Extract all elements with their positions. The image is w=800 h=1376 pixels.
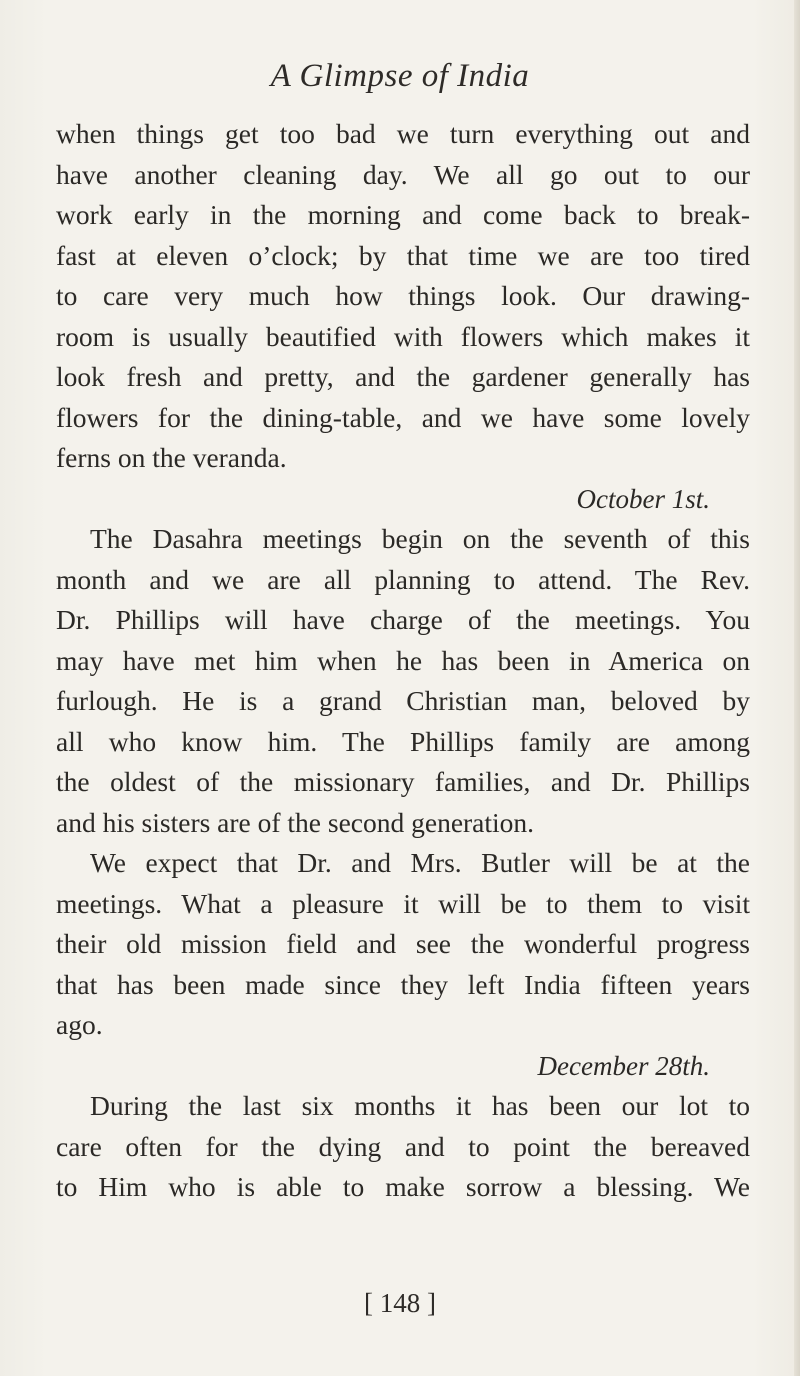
text-line: The Dasahra meetings begin on the seventh of this [90,523,750,554]
text-line: flowers for the dining-table, and we have some lovely [56,401,750,433]
text-line: have another cleaning day. We all go out to our [56,158,750,190]
paragraph [56,843,750,1046]
text-line: care often for the dying and to point the bereaved [56,1130,750,1162]
text-line: work early in the morning and come back to break- [56,199,750,230]
text-line: During the last six months it has been our lot to [90,1090,750,1121]
text-line: and his sisters are of the second generation. [56,806,535,838]
text-line: when things get too bad we turn everything out and [56,118,750,149]
dateline: December 28th. [537,1050,710,1081]
text-line: fast at eleven o’clock; by that time we are too tired [56,239,750,271]
dateline: October 1st. [576,483,710,514]
text-line: furlough. He is a grand Christian man, beloved by [56,685,750,716]
body-text [56,114,750,1208]
text-line: to care very much how things look. Our drawing- [56,280,750,311]
text-line: We expect that Dr. and Mrs. Butler will be at the [90,847,750,878]
paragraph [56,114,750,479]
text-line: may have met him when he has been in America on [56,644,750,676]
paragraph [56,1086,750,1208]
text-line: look fresh and pretty, and the gardener generally has [56,361,750,392]
paragraph [56,519,750,843]
page-number: [ 148 ] [364,1288,436,1318]
running-head: A Glimpse of India [270,58,530,94]
text-line: the oldest of the missionary families, and Dr. Phillips [56,766,750,797]
text-line: month and we are all planning to attend. The Rev. [56,563,750,595]
text-line: meetings. What a pleasure it will be to them to visit [56,887,750,919]
text-line: all who know him. The Phillips family are among [56,725,750,757]
text-line: to Him who is able to make sorrow a blessing. We [56,1171,750,1202]
text-line: that has been made since they left India fifteen years [56,968,750,1000]
text-line: room is usually beautified with flowers which makes it [56,320,750,352]
page-edge [794,0,800,1376]
text-line: ferns on the veranda. [56,442,287,473]
text-line: ago. [56,1009,103,1040]
text-line: Dr. Phillips will have charge of the meetings. You [56,604,750,635]
text-line: their old mission field and see the wonderful progress [56,928,750,959]
